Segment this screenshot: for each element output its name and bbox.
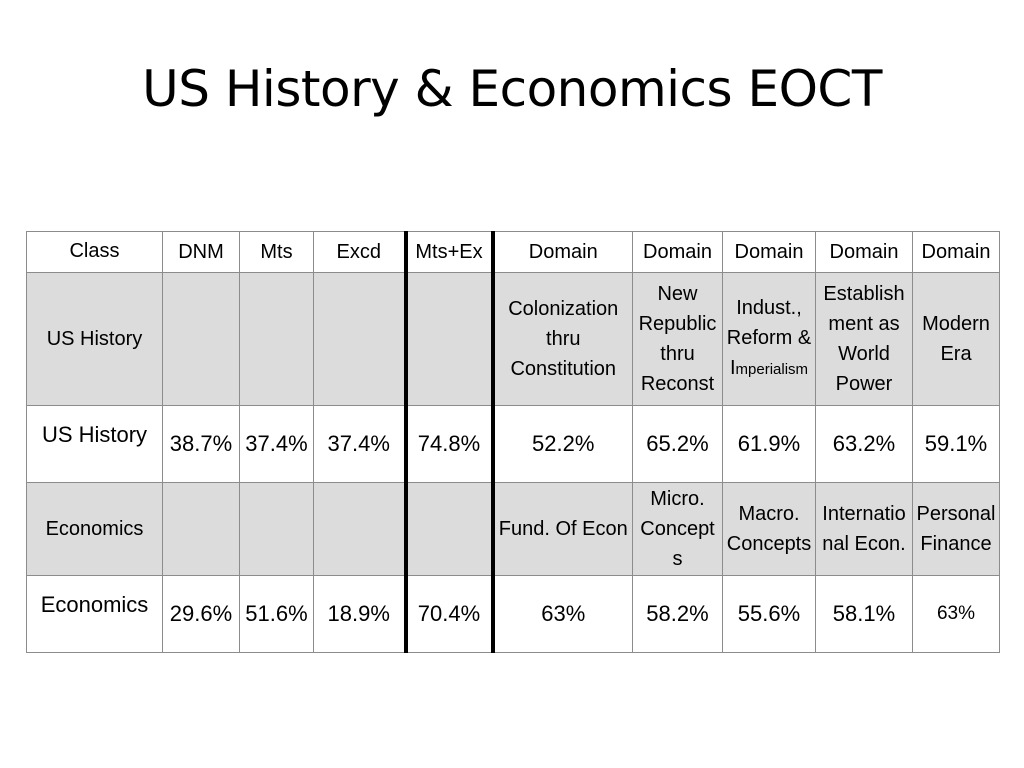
us-history-domains-mts-empty [240, 273, 314, 406]
slide-title: US History & Economics EOCT [142, 60, 882, 118]
economics-domains-dnm-empty [163, 483, 240, 576]
header-excd: Excd [314, 232, 406, 273]
economics-domains-label: Economics [27, 483, 163, 576]
economics-domain-2-line: Micro. [650, 488, 705, 510]
economics-domain-5-line: Finance [920, 533, 992, 555]
us-history-domain-4 [816, 273, 913, 406]
us-history-mts-ex: 74.8% [406, 406, 493, 483]
us-history-domain-2-line: New [657, 283, 698, 305]
header-class: Class [27, 232, 163, 273]
us-history-dnm: 38.7% [163, 406, 240, 483]
us-history-domains-label: US History [27, 273, 163, 406]
us-history-domain-4-line: ment as [828, 313, 900, 335]
table-header-row [27, 232, 1000, 273]
economics-domain-1 [493, 483, 633, 576]
economics-domain-4-value: 58.1% [816, 576, 913, 653]
economics-domain-2 [633, 483, 723, 576]
us-history-domain-2-line: thru [660, 343, 695, 365]
us-history-domain-1-value: 52.2% [493, 406, 633, 483]
us-history-domain-3-line: Reform & [726, 327, 812, 349]
economics-domain-3-value: 55.6% [723, 576, 816, 653]
us-history-domain-1 [493, 273, 633, 406]
us-history-domain-3-line-cap: I [729, 357, 736, 379]
us-history-domains-excd-empty [314, 273, 406, 406]
economics-domain-1-value: 63% [493, 576, 633, 653]
header-domain-3: Domain [723, 232, 816, 273]
economics-domain-5-value: 63% [913, 576, 1000, 653]
economics-domain-2-line: Concept [640, 518, 715, 540]
us-history-domain-5-line: Era [940, 343, 972, 365]
economics-domains-row [27, 483, 1000, 576]
us-history-domain-2 [633, 273, 723, 406]
us-history-domain-5-line: Modern [922, 313, 990, 335]
economics-domains-excd-empty [314, 483, 406, 576]
header-dnm: DNM [163, 232, 240, 273]
us-history-domain-3-line: Indust., [736, 297, 802, 319]
us-history-domains-row [27, 273, 1000, 406]
us-history-domain-4-line: Power [835, 373, 893, 395]
economics-values-label: Economics [27, 576, 163, 653]
economics-domain-2-value: 58.2% [633, 576, 723, 653]
us-history-domain-1-line: Constitution [510, 358, 617, 380]
economics-domain-4-line: Internatio [822, 503, 906, 525]
us-history-excd: 37.4% [314, 406, 406, 483]
economics-domains-mts-empty [240, 483, 314, 576]
us-history-domain-4-line: Establish [823, 283, 905, 305]
us-history-values-row [27, 406, 1000, 483]
economics-domains-mts-ex-empty [406, 483, 493, 576]
header-mts: Mts [240, 232, 314, 273]
economics-domain-3 [723, 483, 816, 576]
us-history-domain-2-line: Reconst [640, 373, 715, 395]
header-mts-ex: Mts+Ex [406, 232, 493, 273]
us-history-domain-5 [913, 273, 1000, 406]
header-domain-1: Domain [493, 232, 633, 273]
us-history-domain-1-line: Colonization [508, 298, 619, 320]
header-domain-5: Domain [913, 232, 1000, 273]
header-domain-2: Domain [633, 232, 723, 273]
us-history-domain-3 [723, 273, 816, 406]
us-history-domains-mts-ex-empty [406, 273, 493, 406]
us-history-domain-3-line-rest: mperialism [735, 361, 809, 378]
economics-mts-ex: 70.4% [406, 576, 493, 653]
us-history-domains-dnm-empty [163, 273, 240, 406]
economics-domain-2-line: s [672, 548, 683, 570]
economics-values-row [27, 576, 1000, 653]
us-history-domain-4-value: 63.2% [816, 406, 913, 483]
economics-domain-5 [913, 483, 1000, 576]
economics-excd: 18.9% [314, 576, 406, 653]
economics-mts: 51.6% [240, 576, 314, 653]
eoct-results-table [26, 231, 1000, 653]
us-history-values-label: US History [27, 406, 163, 483]
economics-domain-4-line: nal Econ. [822, 533, 906, 555]
economics-domain-5-line: Personal [916, 503, 996, 525]
us-history-domain-2-value: 65.2% [633, 406, 723, 483]
header-domain-4: Domain [816, 232, 913, 273]
us-history-mts: 37.4% [240, 406, 314, 483]
us-history-domain-2-line: Republic [638, 313, 717, 335]
us-history-domain-1-line: thru [546, 328, 581, 350]
us-history-domain-5-value: 59.1% [913, 406, 1000, 483]
economics-domain-1-line: Fund. Of Econ [498, 518, 628, 540]
economics-domain-4 [816, 483, 913, 576]
economics-dnm: 29.6% [163, 576, 240, 653]
us-history-domain-3-value: 61.9% [723, 406, 816, 483]
economics-domain-3-line: Concepts [726, 533, 812, 555]
us-history-domain-4-line: World [838, 343, 890, 365]
economics-domain-3-line: Macro. [738, 503, 800, 525]
